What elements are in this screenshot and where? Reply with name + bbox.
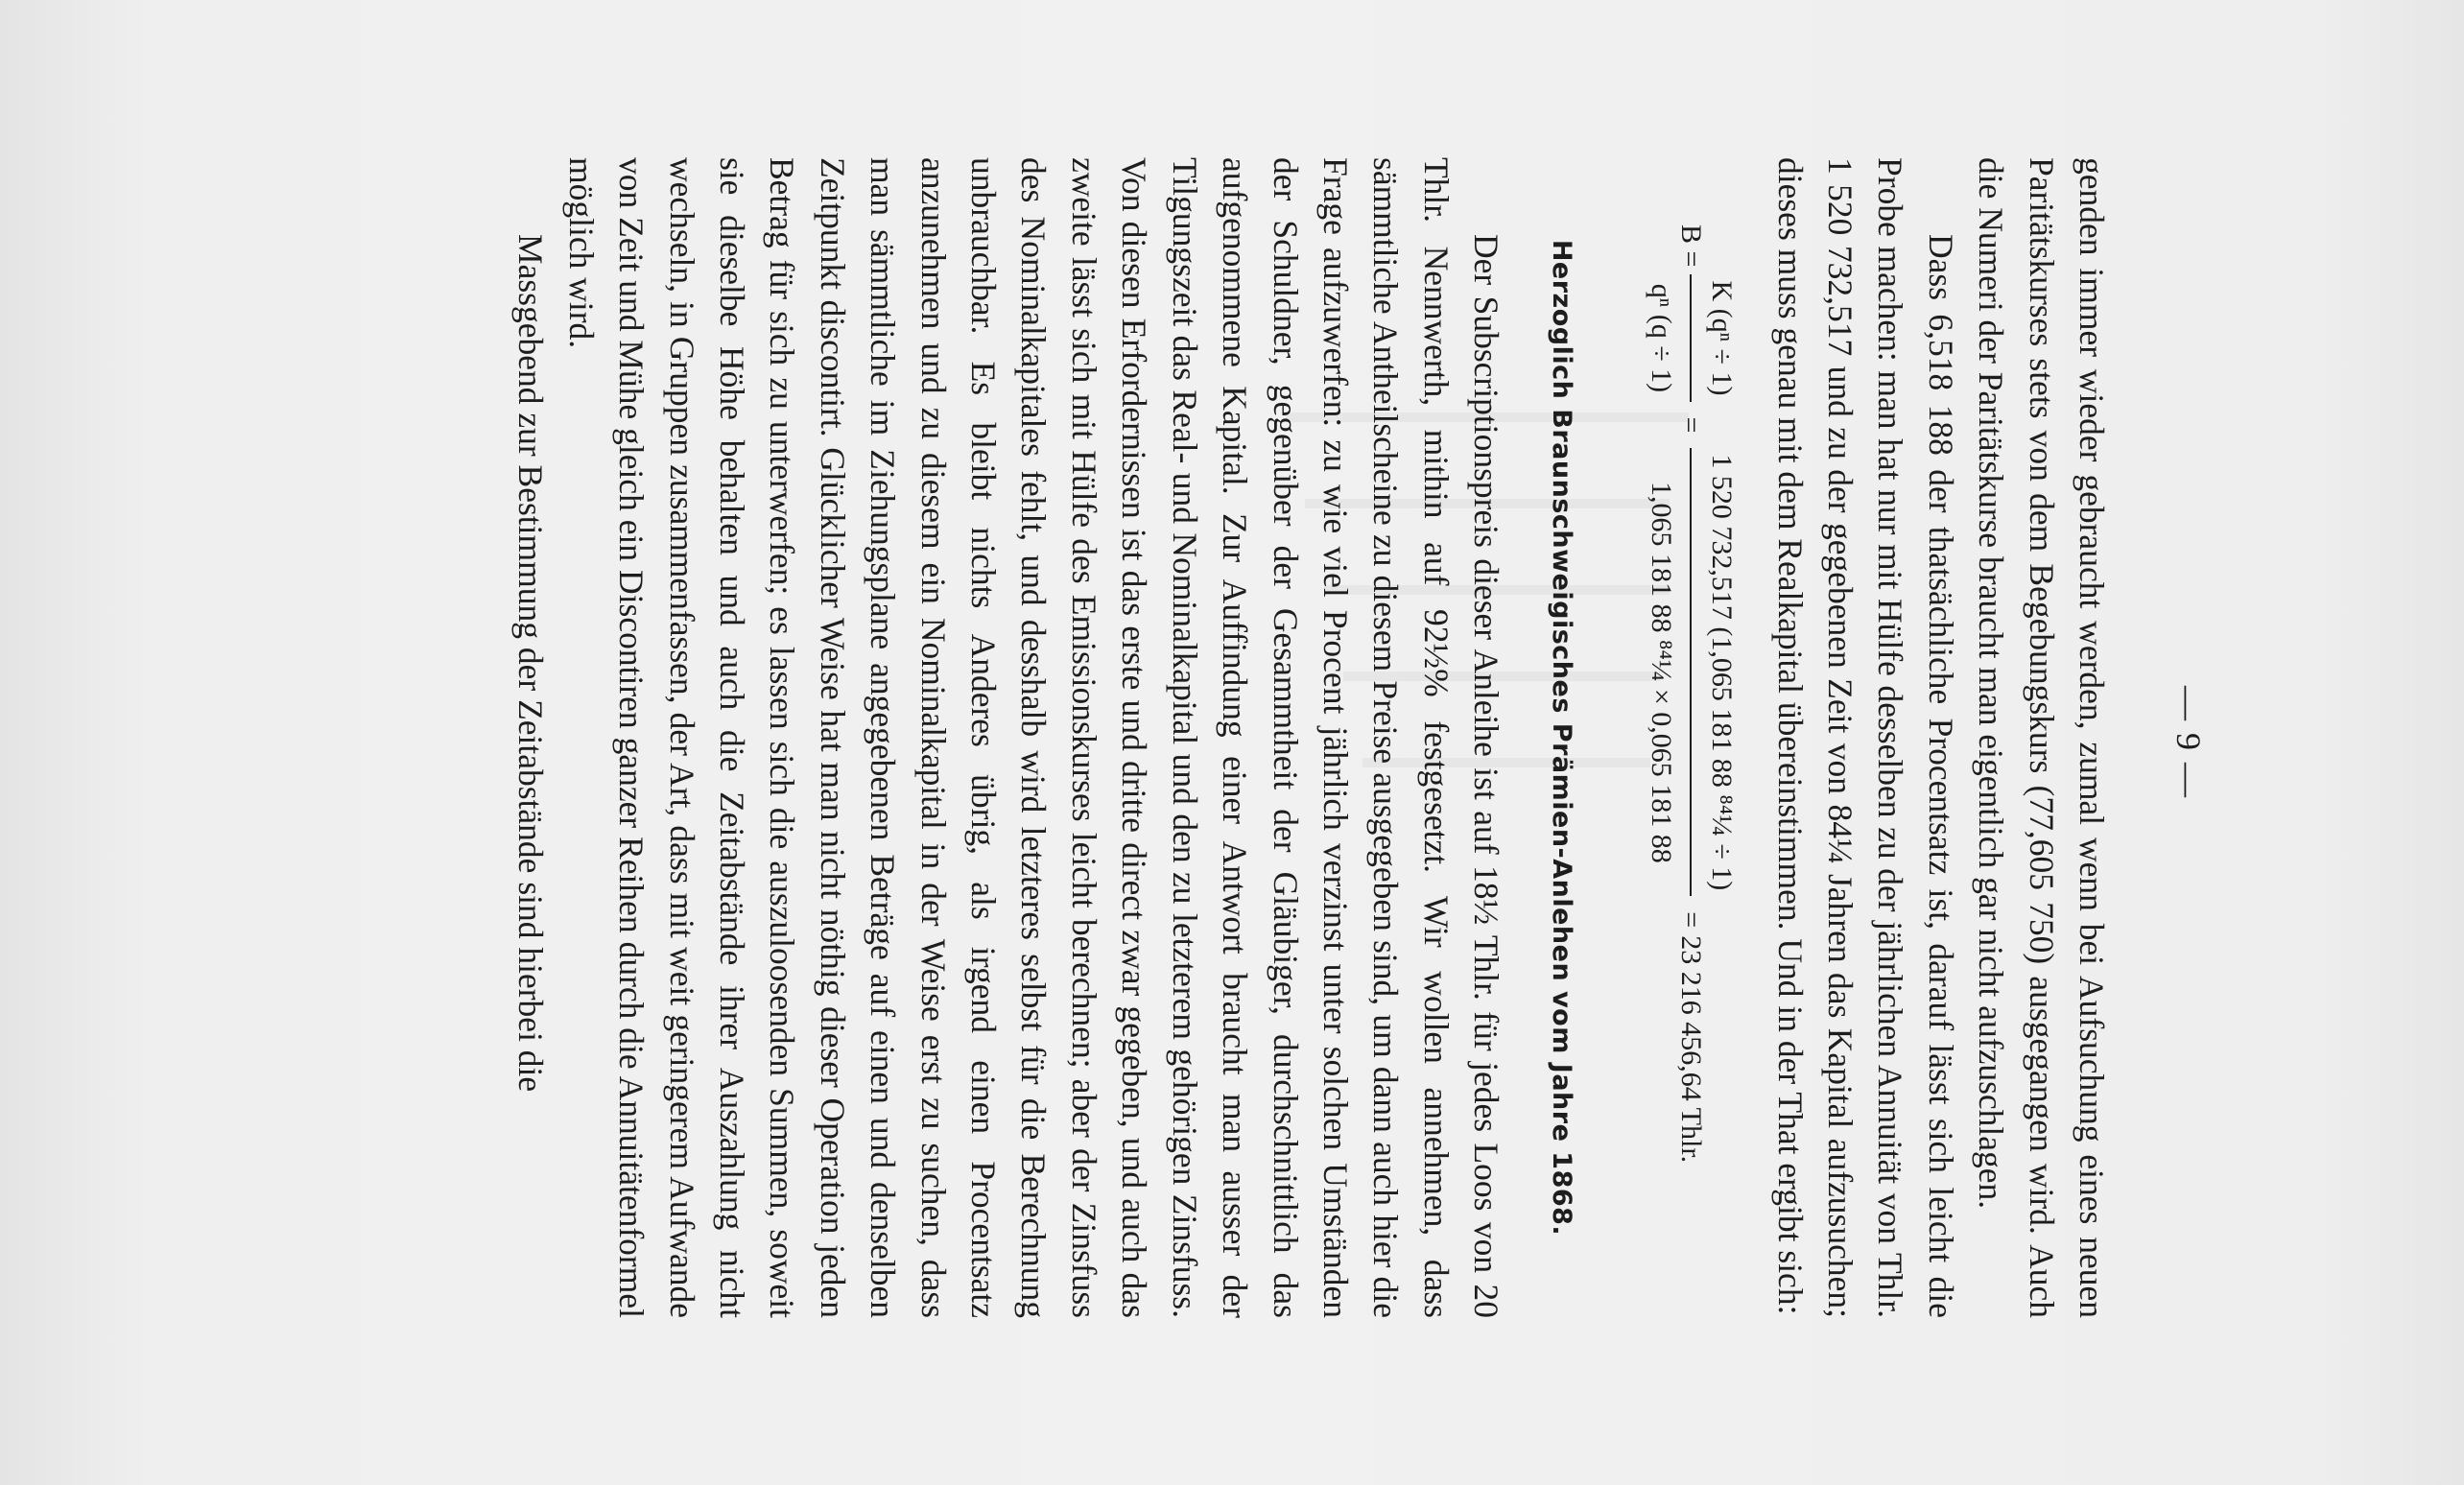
formula	[1623, 157, 1759, 1318]
formula-equals-2: =	[1675, 911, 1708, 929]
fraction-2-numerator: 1 520 732,517 (1,065 181 88 ⁸⁴¼ ÷ 1)	[1690, 448, 1745, 896]
formula-fraction-2	[1636, 448, 1746, 896]
fraction-1-denominator: qⁿ (q ÷ 1)	[1646, 283, 1678, 393]
formula-equals-1: =	[1675, 416, 1708, 434]
formula-result: 23 216 456,64 Thlr.	[1675, 935, 1708, 1164]
formula-fraction-1	[1636, 274, 1746, 401]
body-text	[506, 157, 2117, 1318]
page-number: — 9 —	[2169, 686, 2208, 799]
paragraph-1: genden immer wieder gebraucht werden, zumal wenn bei Aufsuchung eines neuen Paritätskurses stets von dem Begebungskurs (77,605 750) ausgegangen wird. Auch die Numeri der Paritätskurse braucht man eigentlich gar nicht aufzuschlagen.	[1972, 157, 2111, 1318]
fraction-1-numerator: K (qⁿ ÷ 1)	[1690, 274, 1745, 401]
paragraph-4: Massgebend zur Bestimmung der Zeitabstände sind hierbei die	[511, 234, 551, 1093]
section-heading: Herzoglich Braunschweigisches Prämien-Anlehen vom Jahre 1868.	[1547, 239, 1577, 1237]
rotated-page-content	[177, 105, 2287, 1380]
formula-lhs: B =	[1675, 224, 1708, 268]
paragraph-3: Der Subscriptionspreis dieser Anleihe ist auf 18½ Thlr. für jedes Loos von 20 Thlr. Nennwerth, mithin auf 92½% festgesetzt. Wir wollen annehmen, dass sämmtliche Antheilscheine zu diesem Preise ausgegeben sind, um dann auch hier die Frage aufzuwerfen: zu wie viel Procent jährlich verzinst unter solchen Umständen der Schuldner, gegenüber der Gesammtheit der Gläubiger, durchschnittlich das aufgenommene Kapital. Zur Auffindung einer Antwort braucht man ausser der Tilgungszeit das Real- und Nominalkapital und den zu letzterem gehörigen Zinsfuss. Von diesen Erfordernissen ist das erste und dritte direct zwar gegeben, und auch das zweite lässt sich mit Hülfe des Emissionskurses leicht berechnen; aber der Zinsfuss des Nominalkapitales fehlt, und desshalb wird letzteres selbst für die Berechnung unbrauchbar. Es bleibt nichts Anderes übrig, als irgend einen Procentsatz anzunehmen und zu diesem ein Nominalkapital in der Weise erst zu suchen, dass man sämmtliche im Ziehungsplane angegebenen Beträge auf einen und denselben Zeitpunkt discontirt. Glücklicher Weise hat man nicht nöthig dieser Operation jeden Betrag für sich zu unterwerfen; es lassen sich die auszuloosenden Summen, soweit sie dieselbe Höhe behalten und auch die Zeitabstände ihrer Auszahlung nicht wechseln, in Gruppen zusammenfassen, der Art, dass mit weit geringerem Aufwande von Zeit und Mühe gleich ein Discontiren ganzer Reihen durch die Annuitätenformel möglich wird.	[561, 157, 1506, 1318]
paragraph-2: Dass 6,518 188 der thatsächliche Procentsatz ist, darauf lässt sich leicht die Probe machen: man hat nur mit Hülfe desselben zu der jährlichen Annuität von Thlr. 1 520 732,517 und zu der gegebenen Zeit von 84¼ Jahren das Kapital aufzusuchen; dieses muss genau mit dem Realkapital übereinstimmen. Und in der That ergibt sich:	[1770, 157, 1960, 1318]
fraction-2-denominator: 1,065 181 88 ⁸⁴¼ × 0,065 181 88	[1646, 481, 1678, 863]
